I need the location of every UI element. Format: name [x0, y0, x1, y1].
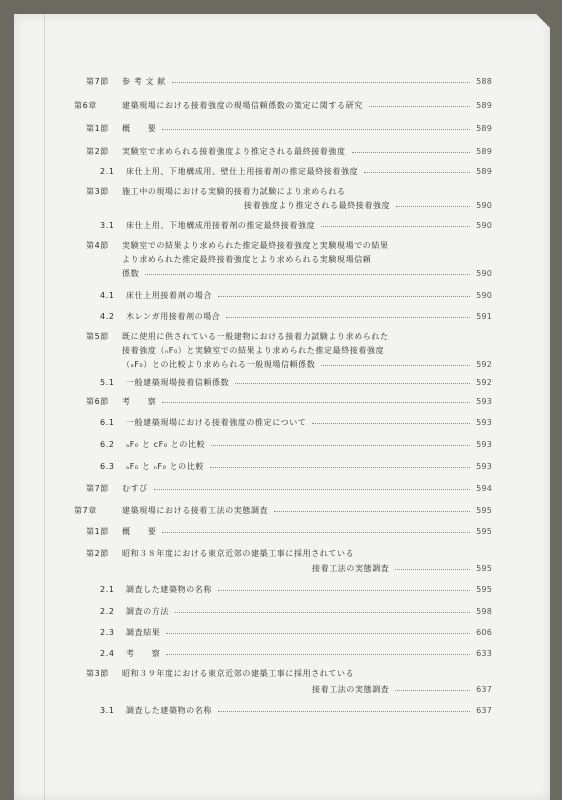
- toc-title: 昭和３９年度における東京近郊の建築工事に採用されている: [122, 669, 355, 678]
- toc-page-number: 590: [476, 291, 492, 300]
- toc-title: 床仕上用接着剤の場合: [126, 291, 212, 300]
- toc-page-number: 591: [476, 312, 492, 321]
- toc-label: 第2節: [86, 147, 109, 156]
- toc-page-number: 595: [476, 564, 492, 573]
- toc-leader: [395, 568, 470, 570]
- toc-label: 6.3: [100, 462, 115, 471]
- toc-label: 6.1: [100, 418, 115, 427]
- toc-leader: [166, 653, 470, 655]
- toc-leader: [162, 128, 470, 130]
- toc-label: 第4節: [86, 241, 109, 250]
- toc-label: 2.2: [100, 607, 115, 616]
- toc-leader: [145, 273, 470, 275]
- toc-page-number: 593: [476, 462, 492, 471]
- toc-title: 建築現場における接着強度の現場信頼係数の策定に関する研究: [122, 101, 363, 110]
- toc-title: 考 察: [122, 397, 157, 406]
- toc-leader: [274, 510, 470, 512]
- toc-label: 2.4: [100, 649, 115, 658]
- toc-leader: [162, 531, 470, 533]
- toc-leader: [235, 382, 470, 384]
- toc-page-number: 592: [476, 360, 492, 369]
- toc-page-number: 589: [476, 147, 492, 156]
- toc-page-number: 593: [476, 440, 492, 449]
- toc-title: 実験室で求められる接着強度より推定される最終接着強度: [122, 147, 346, 156]
- toc-title-continued: （ₐF₀）との比較より求められる一般現場信頼係数: [122, 360, 316, 369]
- toc-leader: [364, 171, 470, 173]
- folded-corner: [536, 14, 550, 28]
- toc-page-number: 598: [476, 607, 492, 616]
- toc-page-number: 595: [476, 527, 492, 536]
- toc-label: 第1節: [86, 527, 109, 536]
- toc-page-number: 594: [476, 484, 492, 493]
- toc-page-number: 590: [476, 221, 492, 230]
- toc-title: 調査した建築物の名称: [126, 585, 212, 594]
- toc-label: 2.1: [100, 585, 115, 594]
- toc-page-number: 593: [476, 418, 492, 427]
- toc-leader: [175, 611, 470, 613]
- toc-label: 5.1: [100, 378, 115, 387]
- toc-title: ₐF₀ と cF₀ との比較: [126, 440, 206, 449]
- toc-title-continued: 接着工法の実態調査: [312, 685, 390, 694]
- toc-leader: [218, 710, 470, 712]
- toc-title: 概 要: [122, 527, 157, 536]
- toc-title: 昭和３８年度における東京近郊の建築工事に採用されている: [122, 549, 355, 558]
- toc-page-number: 593: [476, 397, 492, 406]
- binding-line: [44, 14, 45, 800]
- toc-leader: [321, 225, 470, 227]
- toc-page-number: 637: [476, 706, 492, 715]
- toc-title: 調査結果: [126, 628, 161, 637]
- toc-title-continued: 係数: [122, 269, 140, 278]
- toc-page-number: 637: [476, 685, 492, 694]
- toc-leader: [352, 151, 471, 153]
- toc-label: 3.1: [100, 706, 115, 715]
- toc-title: 施工中の現場における実験的接着力試験により求められる: [122, 187, 346, 196]
- toc-label: 6.2: [100, 440, 115, 449]
- toc-leader: [218, 295, 470, 297]
- toc-leader: [211, 444, 470, 446]
- toc-title-continued: 接着強度（ₙF₀）と実験室での結果より求められた推定最終接着強度: [122, 346, 385, 355]
- toc-page-number: 633: [476, 649, 492, 658]
- toc-title: 調査の方法: [126, 607, 169, 616]
- toc-label: 第1節: [86, 124, 109, 133]
- toc-label: 第6章: [74, 101, 97, 110]
- toc-leader: [395, 689, 470, 691]
- toc-label: 第7節: [86, 77, 109, 86]
- toc-leader: [166, 632, 470, 634]
- toc-label: 4.2: [100, 312, 115, 321]
- toc-title: 一般建築現場接着信頼係数: [126, 378, 230, 387]
- toc-title: 床仕上用、下地構成用接着剤の推定最終接着強度: [126, 221, 316, 230]
- toc-page-number: 592: [476, 378, 492, 387]
- toc-label: 第7節: [86, 484, 109, 493]
- toc-page-number: 589: [476, 101, 492, 110]
- toc-title: 概 要: [122, 124, 157, 133]
- toc-title: 一般建築現場における接着強度の推定について: [126, 418, 307, 427]
- toc-page-number: 595: [476, 506, 492, 515]
- toc-title: むすび: [122, 484, 148, 493]
- toc-label: 3.1: [100, 221, 115, 230]
- toc-leader: [154, 488, 470, 490]
- toc-page-number: 590: [476, 201, 492, 210]
- toc-label: 4.1: [100, 291, 115, 300]
- toc-title-continued: 接着工法の実態調査: [312, 564, 390, 573]
- toc-page-number: 588: [476, 77, 492, 86]
- toc-title: 建築現場における接着工法の実態調査: [122, 506, 269, 515]
- toc-title: 既に使用に供されている一般建物における接着力試験より求められた: [122, 332, 389, 341]
- toc-leader: [210, 466, 470, 468]
- toc-page-number: 589: [476, 167, 492, 176]
- toc-leader: [396, 205, 470, 207]
- toc-leader: [226, 316, 470, 318]
- toc-leader: [162, 401, 470, 403]
- toc-label: 2.3: [100, 628, 115, 637]
- toc-label: 第3節: [86, 187, 109, 196]
- toc-leader: [321, 364, 470, 366]
- toc-page-number: 606: [476, 628, 492, 637]
- toc-page-number: 590: [476, 269, 492, 278]
- toc-leader: [369, 105, 470, 107]
- toc-title: 調査した建築物の名称: [126, 706, 212, 715]
- toc-label: 第3節: [86, 669, 109, 678]
- toc-title: 実験室での結果より求められた推定最終接着強度と実験現場での結果: [122, 241, 389, 250]
- toc-leader: [312, 422, 470, 424]
- toc-label: 第2節: [86, 549, 109, 558]
- toc-page-number: 589: [476, 124, 492, 133]
- toc-label: 第6節: [86, 397, 109, 406]
- toc-label: 第5節: [86, 332, 109, 341]
- toc-label: 2.1: [100, 167, 115, 176]
- toc-title: 参 考 文 献: [122, 77, 166, 86]
- toc-title-continued: より求められた推定最終接着強度とより求められる実験現場信頼: [122, 255, 372, 264]
- toc-leader: [218, 589, 470, 591]
- toc-title: ₐF₀ と ₙF₀ との比較: [126, 462, 204, 471]
- toc-title: 木レンガ用接着剤の場合: [126, 312, 221, 321]
- toc-title: 床仕上用、下地構成用、壁仕上用接着剤の推定最終接着強度: [126, 167, 359, 176]
- toc-label: 第7章: [74, 506, 97, 515]
- toc-page-number: 595: [476, 585, 492, 594]
- toc-title-continued: 接着強度より推定される最終接着強度: [244, 201, 391, 210]
- toc-title: 考 察: [126, 649, 161, 658]
- toc-leader: [172, 81, 470, 83]
